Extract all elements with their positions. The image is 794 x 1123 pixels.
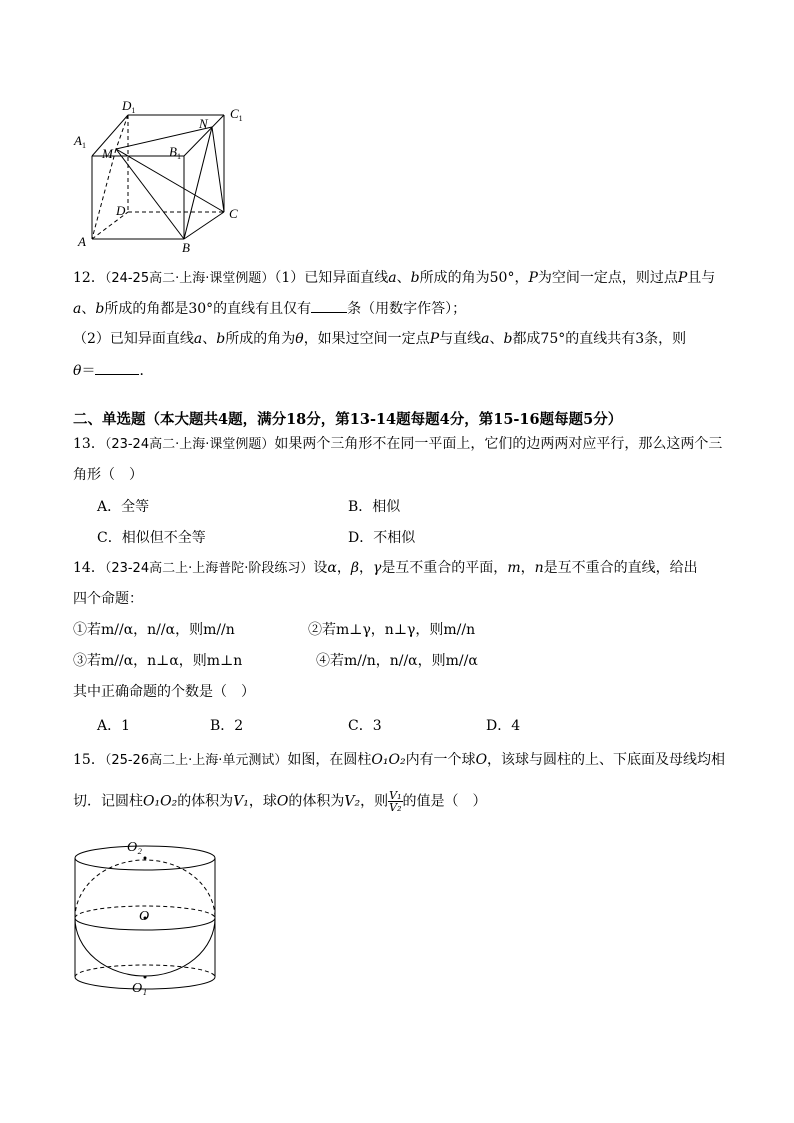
var-V1: V₁ <box>233 793 249 810</box>
q15-text: 内有一个球 <box>405 752 476 768</box>
q14-text: 是互不重合的直线，给出 <box>543 560 698 576</box>
q12-text: 所成的角为 <box>225 331 296 347</box>
sep: ， <box>358 560 373 576</box>
label-B: B <box>182 240 190 255</box>
q15-text: ，则 <box>360 793 389 810</box>
var-a: a <box>73 301 82 317</box>
q15-text: 的体积为 <box>288 793 345 810</box>
var-P: P <box>429 331 440 347</box>
q12-text: （1）已知异面直线 <box>274 270 389 286</box>
sep: 、 <box>489 331 504 347</box>
fraction-denominator: V₂ <box>389 801 402 814</box>
q12-text: 都成75°的直线共有3条，则 <box>512 331 687 347</box>
q13-option-b[interactable]: B．相似 <box>348 499 401 515</box>
q13-text: 如果两个三角形不在同一平面上，它们的边两两对应平行，那么这两个三 <box>274 436 723 452</box>
q15-text: 如图，在圆柱 <box>287 752 372 768</box>
label-N: N <box>199 116 208 131</box>
fraction <box>388 790 402 813</box>
var-theta: θ <box>295 331 304 347</box>
label-O2: O₂ <box>127 840 142 855</box>
var-V2: V₂ <box>344 793 361 810</box>
var-O: O <box>475 752 488 768</box>
sep: 、 <box>202 331 217 347</box>
var-a: a <box>193 331 203 347</box>
var-b: b <box>410 270 420 286</box>
cylinder-figure <box>72 834 220 1004</box>
q12-text: 与直线 <box>439 331 482 347</box>
section-title: 二、单选题（本大题共4题，满分18分，第13-14题每题4分，第15-16题每题5分） <box>73 411 623 428</box>
var-a: a <box>481 331 490 347</box>
q14-text: 是互不重合的平面， <box>381 560 508 576</box>
q13-line1 <box>73 434 722 455</box>
label-M: M <box>102 146 113 161</box>
q14-option-d[interactable]: D．4 <box>486 718 521 734</box>
q14-text: 设 <box>313 560 328 576</box>
q12-text: 为空间一定点，则过点 <box>537 270 678 286</box>
cube-figure <box>72 98 252 258</box>
label-D: D <box>116 203 126 218</box>
var-b: b <box>95 301 105 317</box>
q14-prop3: ③若m//α，n⊥α，则m⊥n <box>73 653 243 669</box>
var-P: P <box>528 270 538 286</box>
q15-line2 <box>73 790 487 813</box>
q14-prop1: ①若m//α，n//α，则m//n <box>73 622 235 638</box>
q14-number: 14． <box>73 560 105 576</box>
q14-source: （23-24高二上·上海普陀·阶段练习） <box>104 561 314 576</box>
sep: ， <box>520 560 535 576</box>
sep: 、 <box>396 270 411 286</box>
var-b: b <box>216 331 226 347</box>
q12-text: ，如果过空间一定点 <box>303 331 430 347</box>
q13-source: （23-24高二·上海·课堂例题） <box>104 437 275 452</box>
label-C1: $C_1$ <box>230 106 243 123</box>
label-B1: $B_1$ <box>169 144 181 161</box>
q14-option-a[interactable]: A．1 <box>97 718 131 734</box>
q12-line2 <box>73 298 466 319</box>
q14-prop2: ②若m⊥γ，n⊥γ，则m//n <box>308 622 476 638</box>
var-alpha: α <box>327 560 337 576</box>
var-theta: θ <box>73 363 82 379</box>
q15-text: ，球 <box>248 793 277 810</box>
var-o1o2: O₁O₂ <box>143 793 178 810</box>
q15-number: 15． <box>73 752 105 768</box>
label-O1: O₁ <box>132 981 147 996</box>
var-m: m <box>507 560 521 576</box>
q13-line2: 角形（ ） <box>73 467 143 483</box>
q12-line4 <box>73 360 153 381</box>
q12-text: （2）已知异面直线 <box>73 331 194 347</box>
q12-text: ＝ <box>81 363 96 379</box>
fraction-numerator: V₁ <box>389 789 402 802</box>
q13-option-a[interactable]: A．全等 <box>97 499 150 515</box>
q12-text: 条（用数字作答）； <box>347 301 467 317</box>
q12-number: 12． <box>73 270 105 286</box>
label-C: C <box>229 206 238 221</box>
var-beta: β <box>350 560 359 576</box>
q15-line1 <box>73 750 725 771</box>
answer-blank[interactable] <box>311 298 347 313</box>
q14-line2: 四个命题： <box>73 591 143 607</box>
q12-source: （24-25高二·上海·课堂例题） <box>104 271 275 286</box>
sep: 、 <box>81 301 96 317</box>
label-A1: $A_1$ <box>74 133 86 150</box>
label-D1: $D_1$ <box>122 98 136 115</box>
q14-option-c[interactable]: C．3 <box>348 718 382 734</box>
q13-option-d[interactable]: D．不相似 <box>348 530 416 546</box>
var-o1o2: O₁O₂ <box>371 752 406 768</box>
q15-source: （25-26高二上·上海·单元测试） <box>104 753 288 768</box>
q12-text: 且与 <box>687 270 716 286</box>
q15-text: ，该球与圆柱的上、下底面及母线均相 <box>487 752 726 768</box>
label-O: O <box>139 909 150 924</box>
var-b: b <box>503 331 513 347</box>
q13-option-c[interactable]: C．相似但不全等 <box>97 530 206 546</box>
q12-text: 所成的角为50°， <box>419 270 529 286</box>
q14-line1 <box>73 558 698 579</box>
q15-text: 切．记圆柱 <box>73 793 143 810</box>
q14-option-b[interactable]: B．2 <box>210 718 244 734</box>
q12-text: 所成的角都是30°的直线有且仅有 <box>104 301 312 317</box>
var-P: P <box>677 270 688 286</box>
var-O: O <box>276 793 289 810</box>
q12-text: ． <box>139 363 154 379</box>
q15-text: 的值是（ ） <box>402 793 487 810</box>
q13-number: 13． <box>73 436 105 452</box>
q12-line1 <box>73 268 715 289</box>
q15-text: 的体积为 <box>177 793 234 810</box>
q14-line3: 其中正确命题的个数是（ ） <box>73 684 255 700</box>
label-A: A <box>78 234 86 249</box>
sep: ， <box>336 560 351 576</box>
var-n: n <box>534 560 544 576</box>
q14-prop4: ④若m//n，n//α，则m//α <box>316 653 478 669</box>
q12-line3 <box>73 329 686 349</box>
var-gamma: γ <box>372 560 382 576</box>
answer-blank[interactable] <box>95 360 139 375</box>
var-a: a <box>388 270 397 286</box>
